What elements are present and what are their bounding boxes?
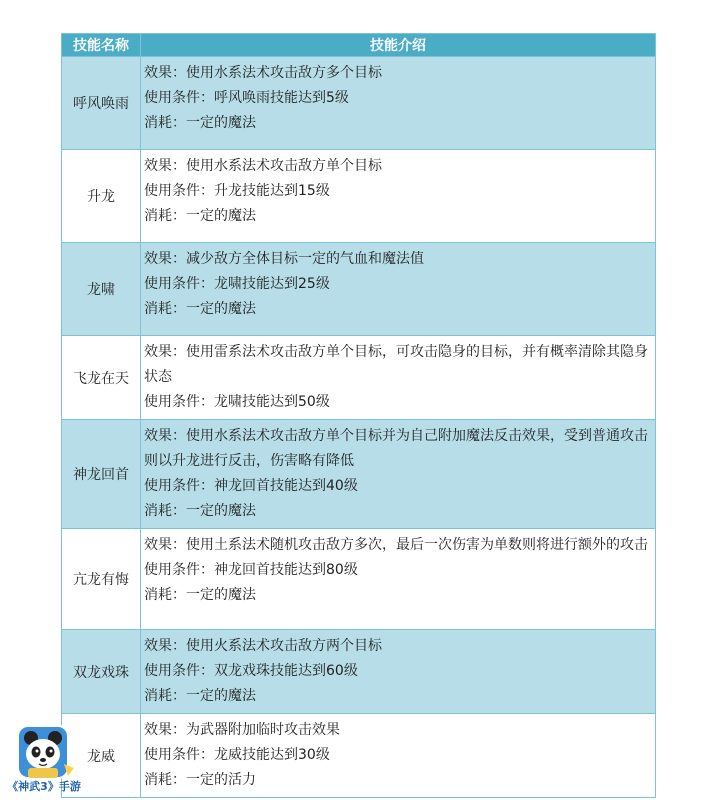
skill-name: 双龙戏珠	[62, 630, 141, 714]
skill-condition: 使用条件：神龙回首技能达到80级	[144, 562, 358, 578]
header-skill-description: 技能介绍	[141, 34, 656, 57]
watermark-caption: 《神武3》手游	[7, 780, 81, 793]
skill-description	[141, 714, 656, 798]
table-header-row	[62, 34, 656, 57]
skill-cost: 消耗：一定的活力	[144, 772, 256, 788]
skill-description	[141, 420, 656, 529]
skill-description	[141, 529, 656, 630]
table-row	[62, 57, 656, 150]
skill-condition: 使用条件：龙啸技能达到50级	[144, 394, 330, 410]
skill-name: 呼风唤雨	[62, 57, 141, 150]
skill-name: 龙啸	[62, 243, 141, 336]
skill-cost: 消耗：一定的魔法	[144, 688, 256, 704]
skill-description	[141, 630, 656, 714]
skill-name: 飞龙在天	[62, 336, 141, 420]
skill-cost: 消耗：一定的魔法	[144, 503, 256, 519]
skill-effect: 效果：使用水系法术攻击敌方单个目标	[144, 158, 382, 174]
skill-description	[141, 336, 656, 420]
skill-condition: 使用条件：呼风唤雨技能达到5级	[144, 90, 349, 106]
skill-effect: 效果：使用雷系法术攻击敌方单个目标，可攻击隐身的目标，并有概率清除其隐身状态	[144, 344, 648, 385]
skill-condition: 使用条件：龙威技能达到30级	[144, 747, 330, 763]
skill-cost: 消耗：一定的魔法	[144, 301, 256, 317]
skill-description	[141, 150, 656, 243]
skill-effect: 效果：使用水系法术攻击敌方多个目标	[144, 65, 382, 81]
table-row	[62, 150, 656, 243]
skill-description	[141, 57, 656, 150]
skill-condition: 使用条件：龙啸技能达到25级	[144, 276, 330, 292]
skill-name: 亢龙有悔	[62, 529, 141, 630]
skill-condition: 使用条件：双龙戏珠技能达到60级	[144, 663, 358, 679]
skill-effect: 效果：使用水系法术攻击敌方单个目标并为自己附加魔法反击效果，受到普通攻击则以升龙进行反击，伤害略有降低	[144, 428, 648, 469]
header-skill-name: 技能名称	[62, 34, 141, 57]
table-row	[62, 630, 656, 714]
skill-effect: 效果：为武器附加临时攻击效果	[144, 722, 340, 738]
skill-name: 升龙	[62, 150, 141, 243]
skill-description	[141, 243, 656, 336]
table-row	[62, 529, 656, 630]
skill-effect: 效果：使用土系法术随机攻击敌方多次，最后一次伤害为单数则将进行额外的攻击	[144, 537, 648, 553]
skills-table	[61, 33, 656, 798]
skill-name: 龙威	[62, 714, 141, 798]
skill-condition: 使用条件：升龙技能达到15级	[144, 183, 330, 199]
skill-condition: 使用条件：神龙回首技能达到40级	[144, 478, 358, 494]
skill-name: 神龙回首	[62, 420, 141, 529]
skill-cost: 消耗：一定的魔法	[144, 208, 256, 224]
table-row	[62, 336, 656, 420]
table-row	[62, 243, 656, 336]
table-row	[62, 420, 656, 529]
table-row	[62, 714, 656, 798]
skill-cost: 消耗：一定的魔法	[144, 587, 256, 603]
skill-effect: 效果：使用火系法术攻击敌方两个目标	[144, 638, 382, 654]
skill-cost: 消耗：一定的魔法	[144, 115, 256, 131]
skill-effect: 效果：减少敌方全体目标一定的气血和魔法值	[144, 251, 424, 267]
